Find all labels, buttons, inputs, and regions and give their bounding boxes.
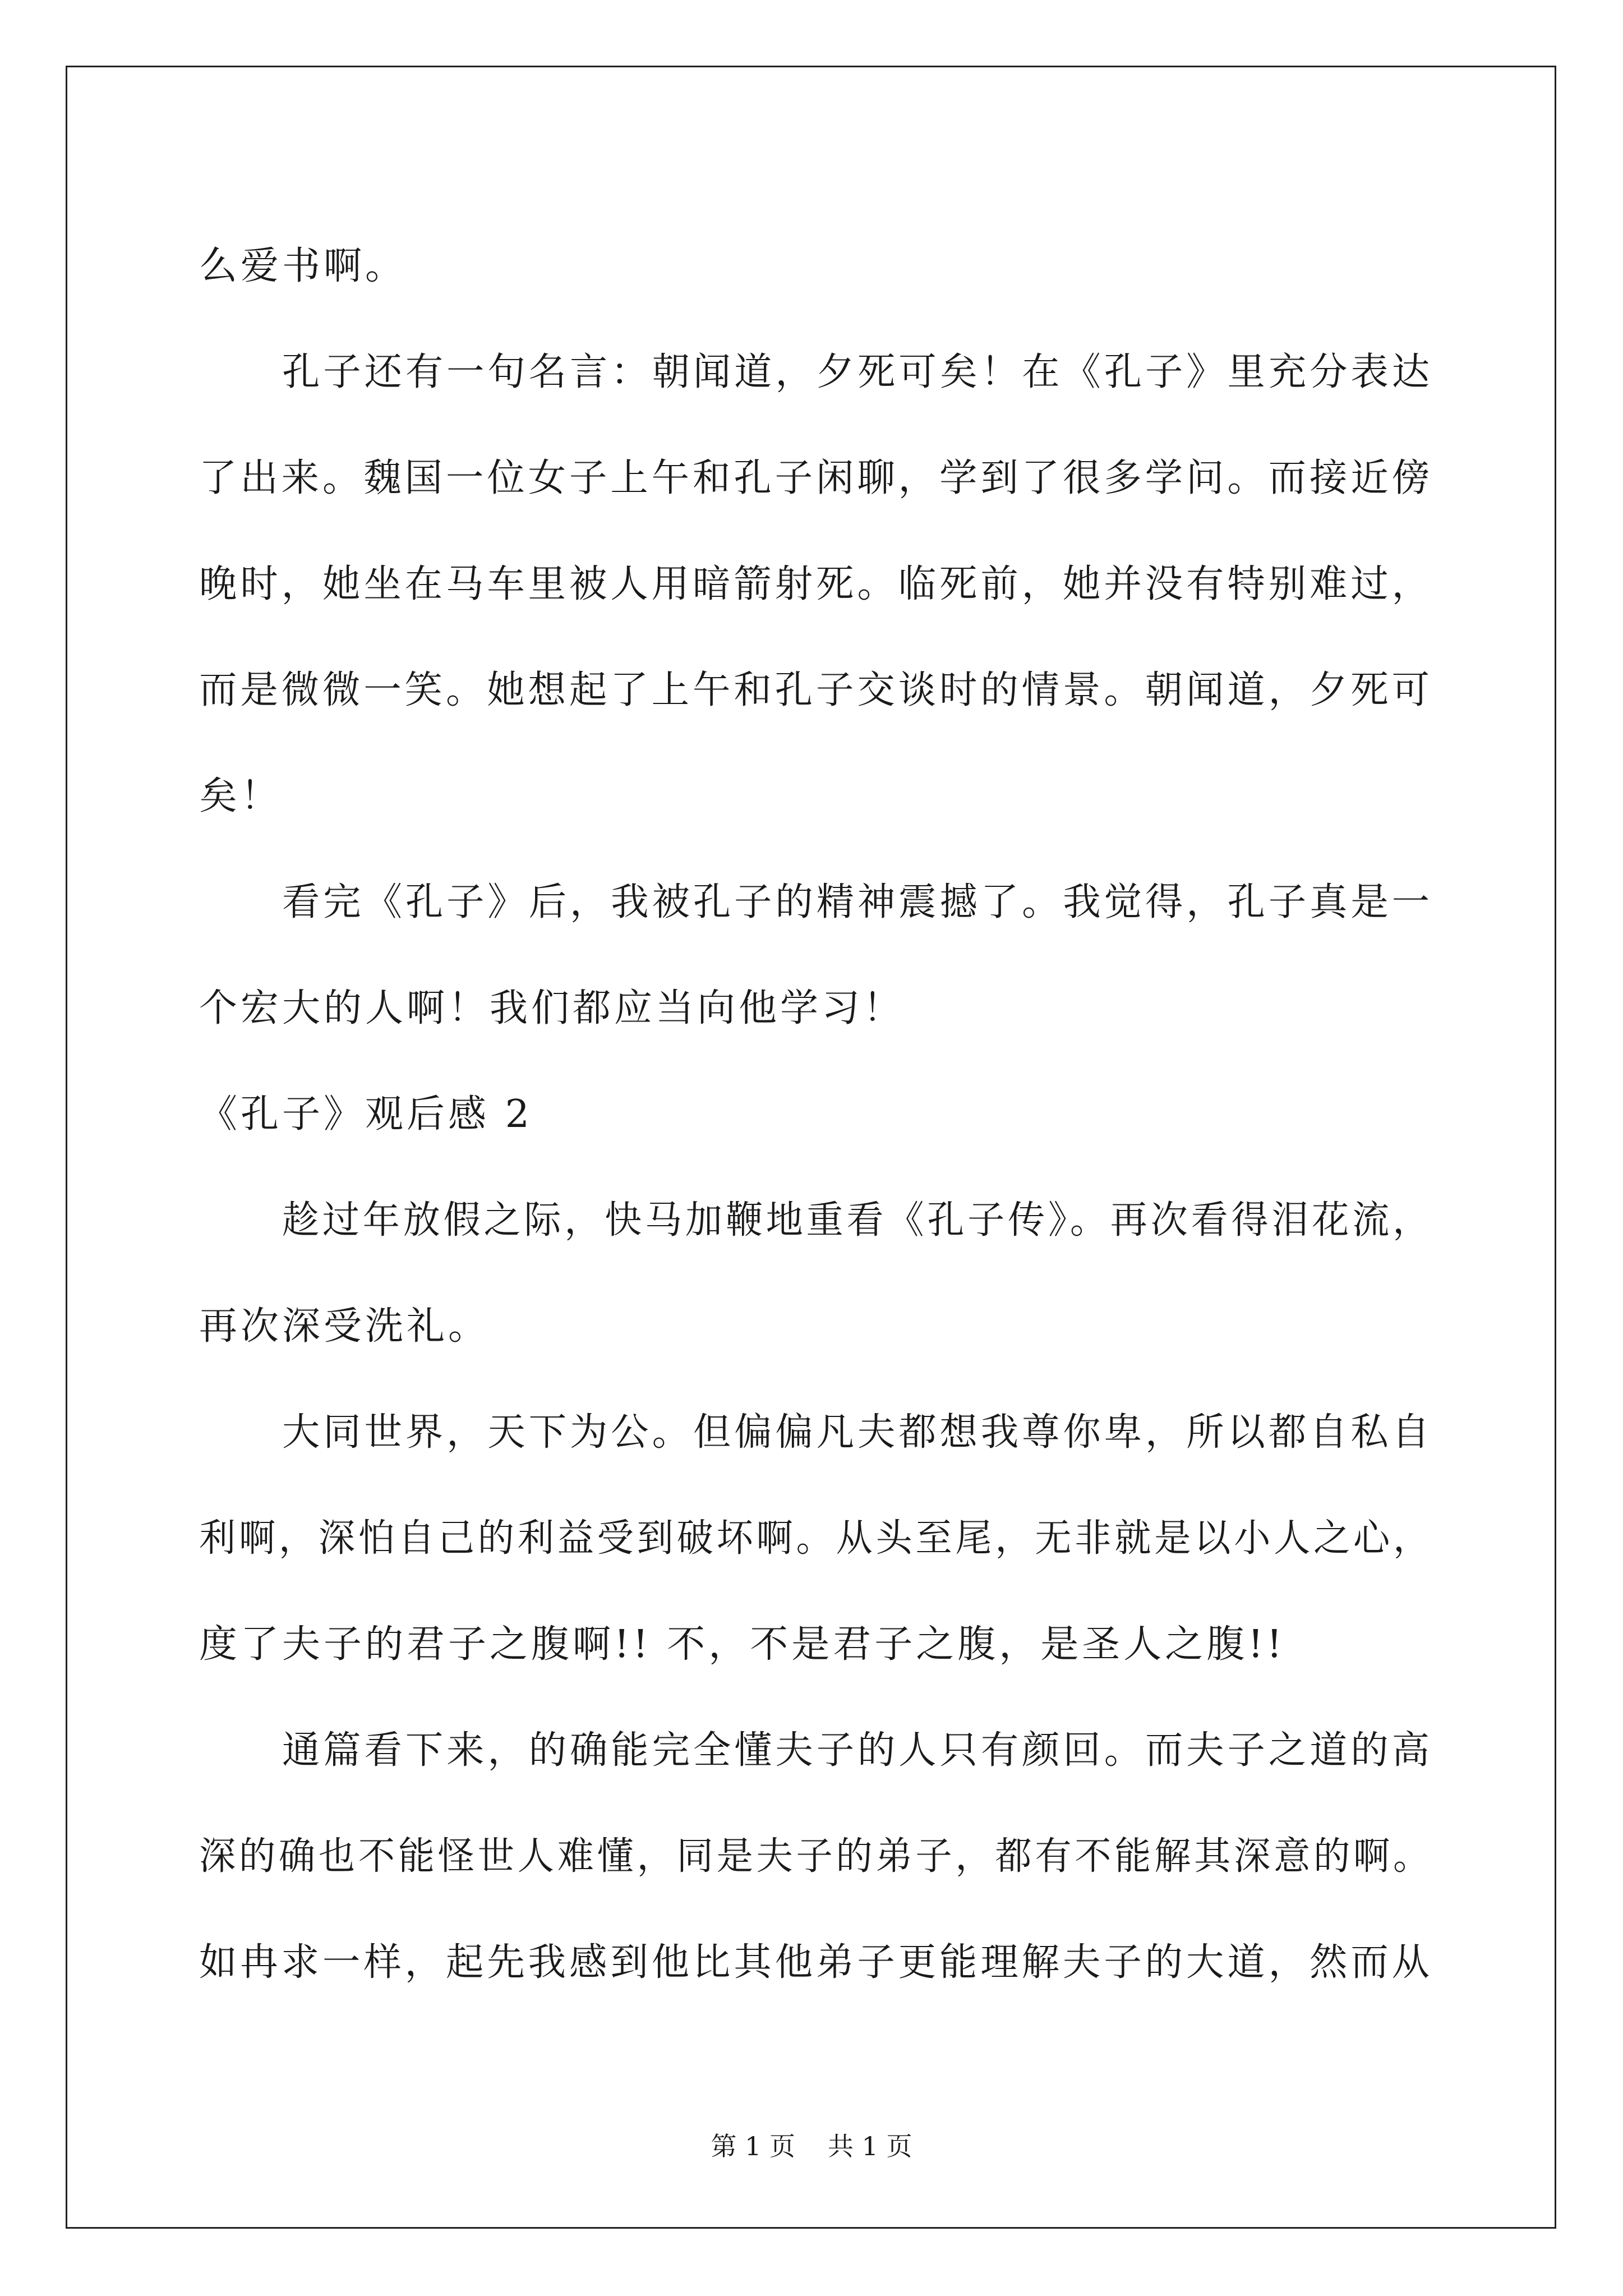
text-line-13: 利啊，深怕自己的利益受到破坏啊。从头至尾，无非就是以小人之心， (199, 1516, 1433, 1561)
text-line-12: 大同世界，天下为公。但偏偏凡夫都想我尊你卑，所以都自私自 (282, 1410, 1433, 1455)
text-line-2: 孔子还有一句名言：朝闻道，夕死可矣！在《孔子》里充分表达 (282, 350, 1433, 394)
text-line-1: 么爱书啊。 (199, 244, 407, 288)
text-line-4: 晚时，她坐在马车里被人用暗箭射死。临死前，她并没有特别难过， (199, 562, 1433, 606)
total-pages: 共 1 页 (828, 2131, 912, 2161)
page-footer (0, 2129, 1623, 2163)
text-line-3: 了出来。魏国一位女子上午和孔子闲聊，学到了很多学问。而接近傍 (199, 456, 1433, 500)
text-line-7: 看完《孔子》后，我被孔子的精神震撼了。我觉得，孔子真是一 (282, 880, 1433, 924)
text-line-14: 度了夫子的君子之腹啊!! 不，不是君子之腹，是圣人之腹!! (199, 1622, 1285, 1667)
text-line-17: 如冉求一样，起先我感到他比其他弟子更能理解夫子的大道，然而从 (199, 1940, 1433, 1985)
text-line-15: 通篇看下来，的确能完全懂夫子的人只有颜回。而夫子之道的高 (282, 1728, 1433, 1773)
section-heading: 《孔子》观后感 2 (199, 1092, 533, 1137)
text-line-10: 趁过年放假之际，快马加鞭地重看《孔子传》。再次看得泪花流， (282, 1198, 1433, 1243)
text-line-8: 个宏大的人啊！我们都应当向他学习！ (199, 986, 905, 1030)
document-body (199, 213, 1433, 2016)
text-line-6: 矣！ (199, 774, 283, 818)
text-line-16: 深的确也不能怪世人难懂，同是夫子的弟子，都有不能解其深意的啊。 (199, 1834, 1433, 1879)
page-number: 第 1 页 (711, 2131, 795, 2161)
text-line-5: 而是微微一笑。她想起了上午和孔子交谈时的情景。朝闻道，夕死可 (199, 668, 1433, 712)
text-line-11: 再次深受洗礼。 (199, 1304, 490, 1349)
